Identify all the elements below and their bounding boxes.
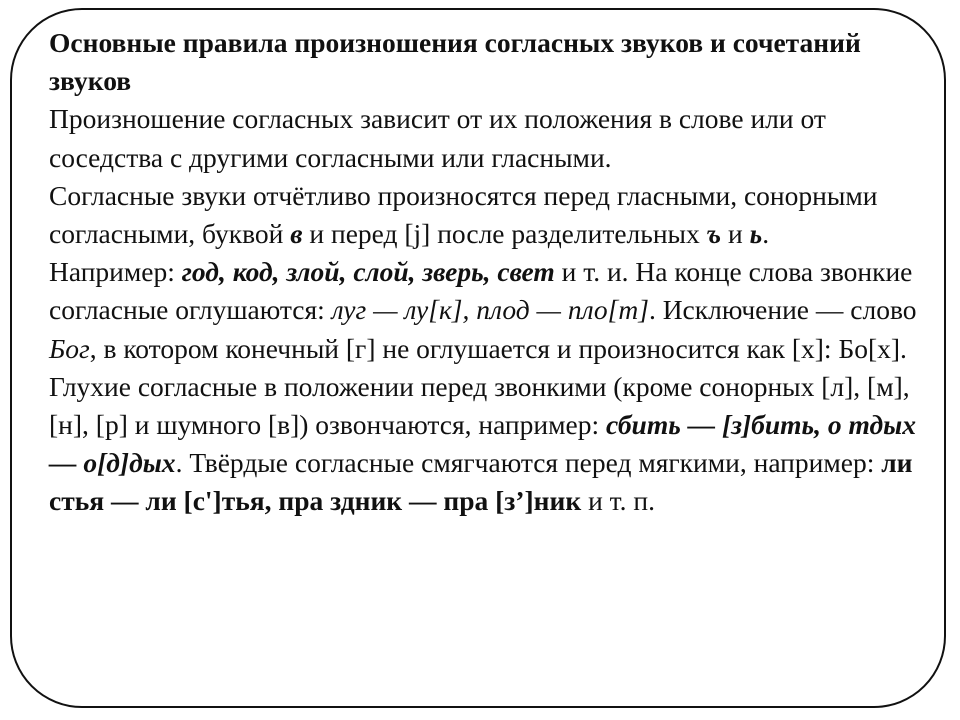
examples-text-4: . Твёрдые согласные смягчаются перед мягкими, например: bbox=[175, 447, 882, 479]
hard-sign: ъ bbox=[706, 218, 722, 250]
examples-text-3: , в котором конечный [г] не оглушается и произносится как [х]: Бо[х]. Глухие согласные в положении перед звонкими (кроме сонорных [л], [м], [н], [р] и шумного [в]) озвончаются, например: bbox=[49, 332, 910, 441]
letter-v: в bbox=[290, 218, 303, 250]
example-exception: Бог bbox=[49, 332, 90, 364]
page-title: Основные правила произношения согласных звуков и сочетаний звуков bbox=[49, 27, 861, 97]
rule-text-4: . bbox=[762, 218, 770, 250]
rule-text-2: и перед [j] после разделительных bbox=[302, 218, 707, 250]
intro-paragraph bbox=[49, 100, 929, 176]
intro-text: Произношение согласных зависит от их положения в слове или от соседства с другими согласными или гласными. bbox=[49, 103, 826, 173]
example-softening: ли стья — ли [с']тья, пра здник — пра [з’]ник bbox=[49, 447, 913, 517]
rounded-card bbox=[10, 8, 946, 708]
examples-paragraph bbox=[49, 253, 929, 520]
examples-text-2: . Исключение — слово bbox=[648, 294, 917, 326]
text-content bbox=[49, 24, 929, 521]
examples-text-5: и т. п. bbox=[581, 485, 655, 517]
examples-label: Например: bbox=[49, 256, 182, 288]
rule-text-3: и bbox=[721, 218, 750, 250]
example-voicing: сбить — [з]бить, о тдых — о[д]дых bbox=[49, 409, 916, 479]
soft-sign: ь bbox=[749, 218, 763, 250]
rule-text-1: Согласные звуки отчётливо произносятся перед гласными, сонорными согласными, буквой bbox=[49, 179, 878, 250]
rule-paragraph bbox=[49, 177, 929, 253]
examples-text-1: и т. и. На конце слова звонкие согласные оглушаются: bbox=[49, 256, 913, 326]
example-words-voiced: год, код, злой, слой, зверь, свет bbox=[181, 256, 555, 288]
example-devoicing: луг — лу[к], плод — пло[т] bbox=[331, 294, 649, 326]
